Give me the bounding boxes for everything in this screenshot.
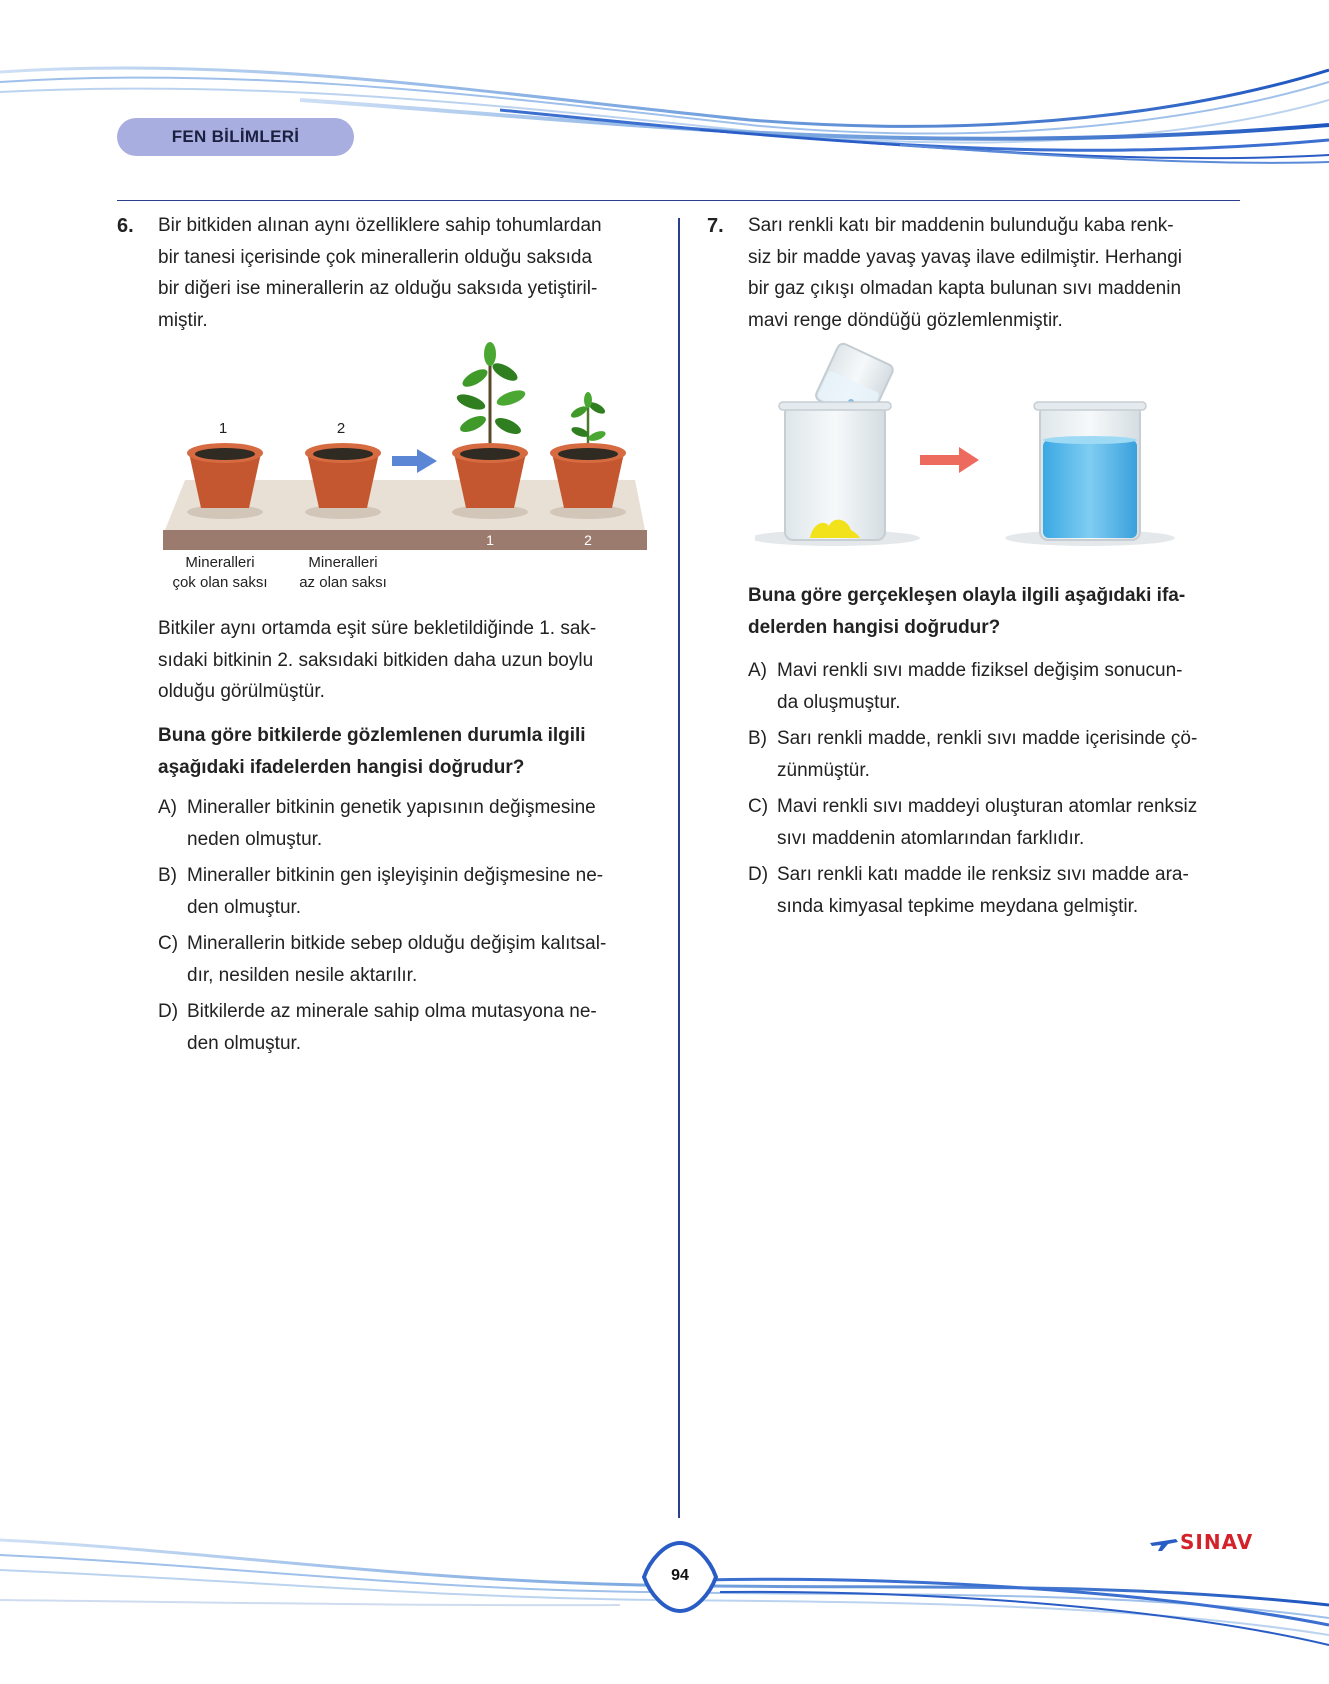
q7-option-c[interactable] (748, 791, 1258, 854)
caption-poor-minerals (283, 553, 403, 593)
subject-badge (117, 118, 354, 156)
page-number: 94 (671, 1567, 689, 1584)
subject-title: FEN BİLİMLERİ (171, 127, 300, 146)
option-line: den olmuştur. (187, 896, 302, 918)
airplane-icon (1148, 1531, 1180, 1553)
option-letter: A) (158, 797, 177, 818)
top-rule (117, 200, 1240, 201)
option-line: Mineraller bitkinin gen işleyişinin değişmesine ne- (187, 865, 604, 886)
text-line: Bir bitkiden alınan aynı özelliklere sahip tohumlardan (158, 215, 602, 236)
option-line: Mavi renkli sıvı maddeyi oluşturan atomlar renksiz (777, 796, 1198, 817)
text-line: Buna göre bitkilerde gözlemlenen durumla ilgili (158, 725, 586, 746)
caption-line: az olan saksı (299, 574, 387, 591)
text-line: bir gaz çıkışı olmadan kapta bulunan sıvı maddenin (748, 278, 1182, 299)
question-7-number: 7. (707, 215, 724, 237)
caption-rich-minerals (145, 553, 295, 593)
question-6-observation (158, 613, 658, 708)
option-letter: D) (748, 864, 769, 885)
column-divider (678, 218, 680, 1518)
option-line: neden olmuştur. (187, 828, 323, 850)
text-line: bir tanesi içerisinde çok minerallerin olduğu saksıda (158, 246, 593, 268)
text-line: Buna göre gerçekleşen olayla ilgili aşağıdaki ifa- (748, 585, 1186, 606)
q6-option-d[interactable] (158, 996, 663, 1059)
text-line: Bitkiler aynı ortamda eşit süre bekletildiğinde 1. sak- (158, 618, 597, 639)
option-line: den olmuştur. (187, 1032, 302, 1054)
arrow-right-icon (920, 447, 979, 473)
pot-1-before (187, 443, 263, 519)
caption-line: Mineralleri (308, 554, 378, 571)
q7-option-d[interactable] (748, 859, 1258, 922)
option-line: Sarı renkli madde, renkli sıvı madde içerisinde çö- (777, 728, 1198, 749)
q7-option-b[interactable] (748, 723, 1258, 786)
text-line: Sarı renkli katı bir maddenin bulunduğu kaba renk- (748, 215, 1174, 236)
q6-option-b[interactable] (158, 860, 663, 923)
option-letter: A) (748, 660, 767, 681)
option-line: Mavi renkli sıvı madde fiziksel değişim sonucun- (777, 660, 1183, 681)
option-line: Sarı renkli katı madde ile renksiz sıvı madde ara- (777, 864, 1189, 885)
header-wave-decoration (0, 0, 1329, 200)
brand-logo-text: SINAV (1180, 1530, 1254, 1554)
text-line: bir diğeri ise minerallerin az olduğu saksıda yetiştiril- (158, 278, 598, 299)
pot-2-before (305, 443, 381, 519)
pot-label-1: 1 (218, 420, 228, 437)
text-line: olduğu görülmüştür. (158, 681, 325, 702)
question-6-intro (158, 210, 658, 336)
option-line: Bitkilerde az minerale sahip olma mutasyona ne- (187, 1001, 597, 1022)
option-line: Minerallerin bitkide sebep olduğu değişim kalıtsal- (187, 933, 607, 954)
text-line: sıdaki bitkinin 2. saksıdaki bitkiden daha uzun boylu (158, 649, 594, 671)
text-line: siz bir madde yavaş yavaş ilave edilmiştir. Herhangi (748, 246, 1183, 268)
option-letter: D) (158, 1001, 179, 1022)
arrow-right-icon (392, 449, 437, 473)
beaker-yellow-solid (755, 402, 920, 546)
caption-line: çok olan saksı (172, 574, 268, 591)
shelf-label-2: 2 (584, 532, 592, 548)
plant-pots-figure (155, 340, 660, 555)
pot-label-2: 2 (336, 420, 346, 437)
q7-option-a[interactable] (748, 655, 1258, 718)
beaker-blue-liquid (1005, 402, 1175, 546)
q6-option-a[interactable] (158, 792, 663, 855)
option-letter: C) (748, 796, 769, 817)
text-line: aşağıdaki ifadelerden hangisi doğrudur? (158, 756, 525, 778)
beakers-figure (755, 340, 1205, 555)
question-6-number: 6. (117, 215, 134, 237)
text-line: mavi renge döndüğü gözlemlenmiştir. (748, 309, 1063, 331)
q6-option-c[interactable] (158, 928, 663, 991)
shelf-front (163, 530, 647, 550)
option-line: da oluşmuştur. (777, 691, 901, 713)
option-line: dır, nesilden nesile aktarılır. (187, 964, 418, 986)
question-7-prompt (748, 580, 1253, 643)
question-6-prompt (158, 720, 658, 783)
caption-line: Mineralleri (185, 554, 255, 571)
text-line: miştir. (158, 309, 208, 331)
option-letter: C) (158, 933, 179, 954)
shelf-label-1: 1 (486, 532, 494, 548)
option-letter: B) (158, 865, 177, 886)
option-letter: B) (748, 728, 767, 749)
option-line: Mineraller bitkinin genetik yapısının değişmesine (187, 797, 596, 818)
pot-1-after-tall-plant (452, 342, 528, 519)
option-line: zünmüştür. (777, 759, 870, 781)
option-line: sıvı maddenin atomlarından farklıdır. (777, 827, 1085, 849)
question-7-intro (748, 210, 1248, 336)
option-line: sında kimyasal tepkime meydana gelmiştir. (777, 895, 1139, 917)
text-line: delerden hangisi doğrudur? (748, 616, 1001, 638)
brand-logo (1148, 1530, 1253, 1554)
